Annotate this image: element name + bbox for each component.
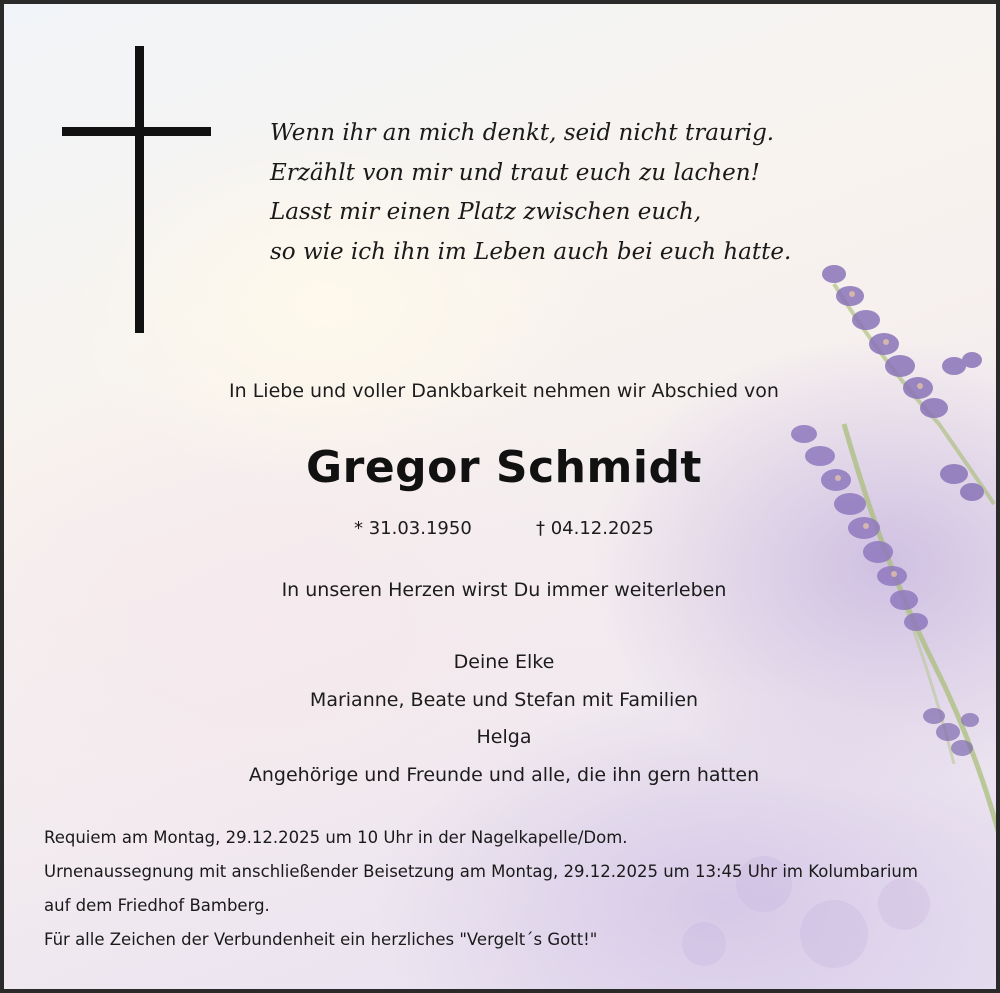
service-info xyxy=(44,821,918,957)
cross-icon xyxy=(135,46,144,333)
cross-icon-bar xyxy=(62,127,211,136)
birth-date: * 31.03.1950 xyxy=(354,518,472,539)
mourner: Helga xyxy=(476,726,532,748)
motto: In unseren Herzen wirst Du immer weiterleben xyxy=(281,579,727,601)
deceased-name: Gregor Schmidt xyxy=(306,442,702,493)
farewell-intro: In Liebe und voller Dankbarkeit nehmen wir Abschied von xyxy=(229,380,779,402)
poem-line: Erzählt von mir und traut euch zu lachen! xyxy=(270,159,760,186)
mourner: Marianne, Beate und Stefan mit Familien xyxy=(309,688,699,711)
info-line: auf dem Friedhof Bamberg. xyxy=(44,896,270,915)
mourner: Angehörige und Freunde und alle, die ihn gern hatten xyxy=(248,763,760,786)
poem xyxy=(270,114,791,272)
mourner: Deine Elke xyxy=(453,651,555,673)
info-line: Urnenaussegnung mit anschließender Beisetzung am Montag, 29.12.2025 um 13:45 Uhr im Kolumbarium xyxy=(44,862,918,881)
poem-line: so wie ich ihn im Leben auch bei euch hatte. xyxy=(270,238,792,265)
poem-line: Wenn ihr an mich denkt, seid nicht traurig. xyxy=(270,120,775,146)
poem-line: Lasst mir einen Platz zwischen euch, xyxy=(270,199,702,225)
info-line: Für alle Zeichen der Verbundenheit ein herzliches "Vergelt´s Gott!" xyxy=(44,930,598,949)
info-line: Requiem am Montag, 29.12.2025 um 10 Uhr in der Nagelkapelle/Dom. xyxy=(44,828,628,847)
death-date: † 04.12.2025 xyxy=(536,518,654,539)
mourners-list xyxy=(4,644,1000,794)
